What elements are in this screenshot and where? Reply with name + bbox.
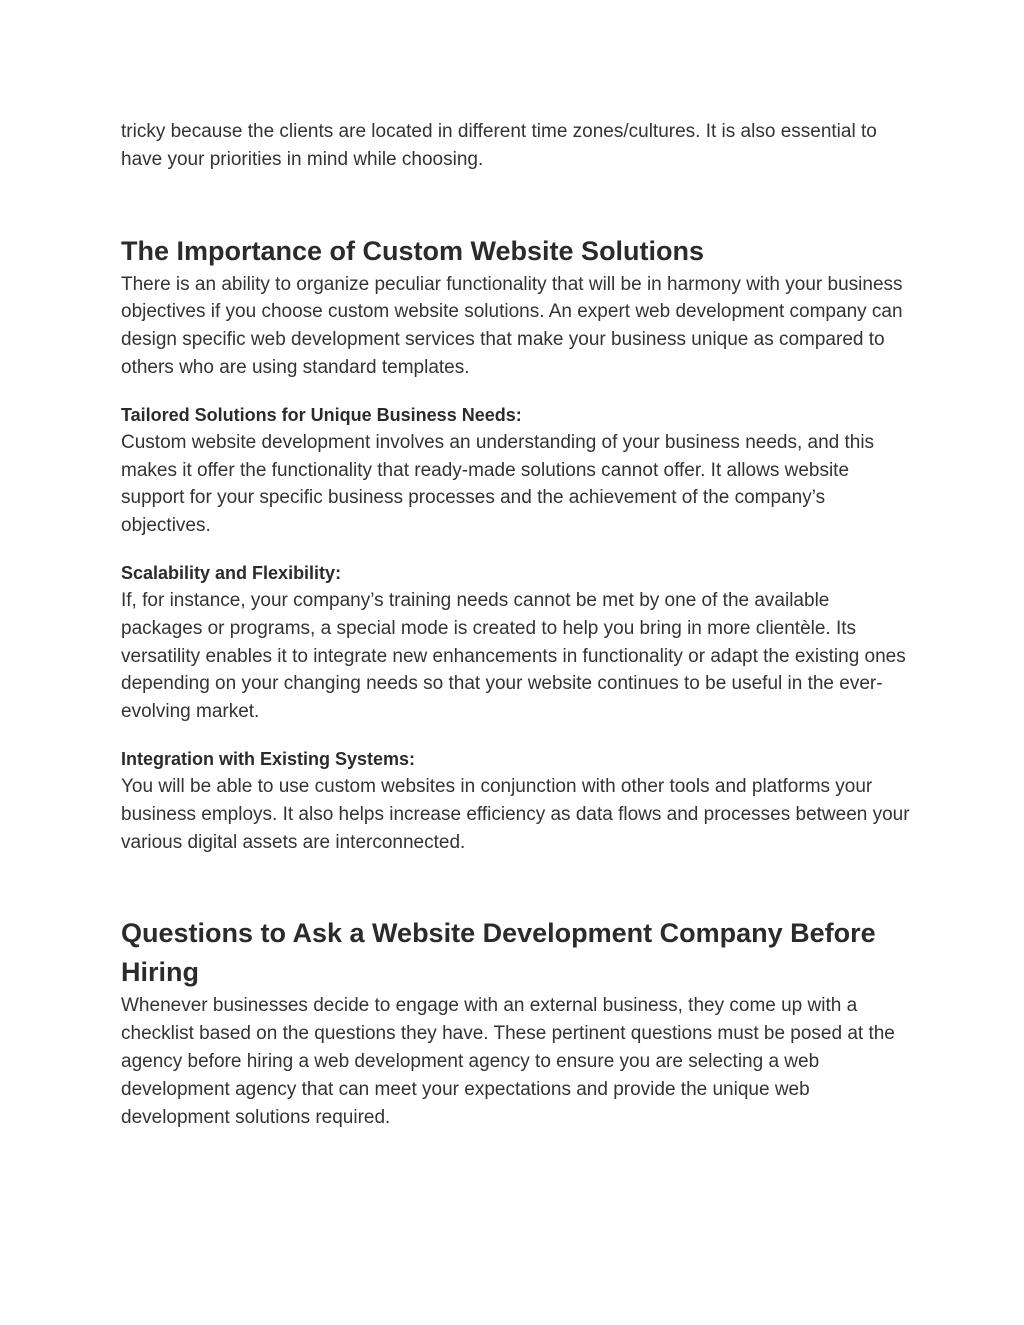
subsection-heading: Scalability and Flexibility:: [121, 562, 342, 583]
intro-paragraph: tricky because the clients are located in different time zones/cultures. It is also essential to have your priorities in mind while choosing.: [121, 121, 877, 170]
subsection-integration-systems: [121, 745, 911, 856]
section-heading: Questions to Ask a Website Development Company Before Hiring: [121, 918, 876, 988]
subsection-paragraph: If, for instance, your company’s training needs cannot be met by one of the available packages or programs, a special mode is created to help you bring in more clientèle. Its versatility enables it to integrate new enhancements in functionality or adapt the existing ones depending on your changing needs so that your website continues to be useful in the ever-evolving market.: [121, 589, 906, 723]
subsection-paragraph: Custom website development involves an understanding of your business needs, and this makes it offer the functionality that ready-made solutions cannot offer. It allows website support for your specific business processes and the achievement of the company’s objectives.: [121, 431, 875, 537]
section-paragraph: Whenever businesses decide to engage with an external business, they come up with a checklist based on the questions they have. These pertinent questions must be posed at the agency before hiring a web development agency to ensure you are selecting a web development agency that can meet your expectations and provide the unique web development solutions required.: [121, 995, 895, 1128]
section-custom-website-solutions: [121, 232, 911, 857]
subsection-heading: Integration with Existing Systems:: [121, 748, 416, 769]
subsection-heading: Tailored Solutions for Unique Business Needs:: [121, 404, 522, 425]
section-questions-before-hiring: [121, 914, 911, 1131]
section-heading: The Importance of Custom Website Solutions: [121, 235, 705, 266]
subsection-scalability-flexibility: [121, 559, 911, 726]
subsection-tailored-solutions: [121, 401, 911, 540]
subsection-paragraph: You will be able to use custom websites in conjunction with other tools and platforms your business employs. It also helps increase efficiency as data flows and processes between your various digital assets are interconnected.: [121, 775, 910, 853]
document-page: [121, 118, 911, 1131]
section-paragraph: There is an ability to organize peculiar functionality that will be in harmony with your business objectives if you choose custom website solutions. An expert web development company can design specific web development services that make your business unique as compared to others who are using standard templates.: [121, 273, 903, 378]
